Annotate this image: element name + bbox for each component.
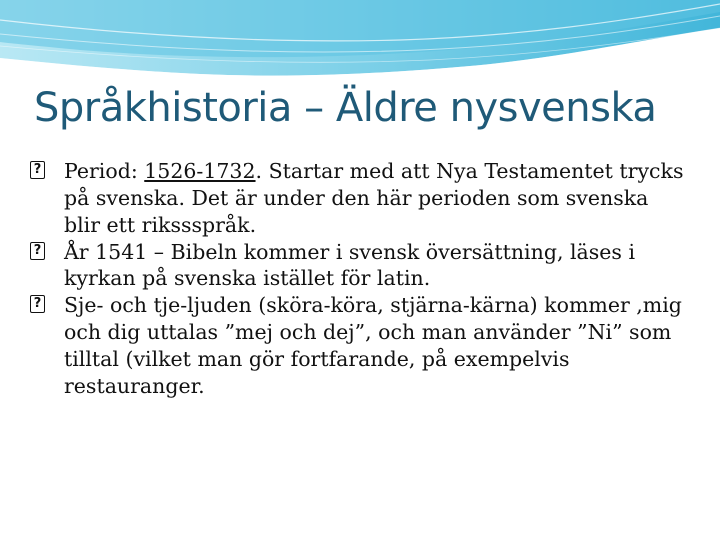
bullet-box-icon: ?	[30, 242, 45, 260]
bullet-list	[30, 158, 690, 400]
bullet-date-range: 1526-1732	[144, 159, 256, 183]
bullet-box-icon: ?	[30, 295, 45, 313]
decorative-banner	[0, 0, 720, 92]
bullet-text: . Startar med att Nya Testamentet trycks på svenska. Det är under den här perioden som svenska blir ett rikssspråk.	[64, 159, 684, 237]
bullet-box-icon: ?	[30, 161, 45, 179]
bullet-item-period	[30, 158, 690, 239]
bullet-text: År 1541 – Bibeln kommer i svensk översättning, läses i kyrkan på svenska istället för latin.	[64, 239, 635, 291]
slide-title: Språkhistoria – Äldre nysvenska	[34, 85, 657, 131]
bullet-item-bible	[30, 239, 690, 293]
bullet-prefix: Period:	[64, 159, 145, 183]
bullet-item-pronunciation	[30, 292, 690, 399]
bullet-text: Sje- och tje-ljuden (sköra-köra, stjärna-kärna) kommer ,mig och dig uttalas ”mej och dej”, och man använder ”Ni” som tilltal (vilket man gör fortfarande, på exempelvis restauranger.	[64, 293, 682, 398]
